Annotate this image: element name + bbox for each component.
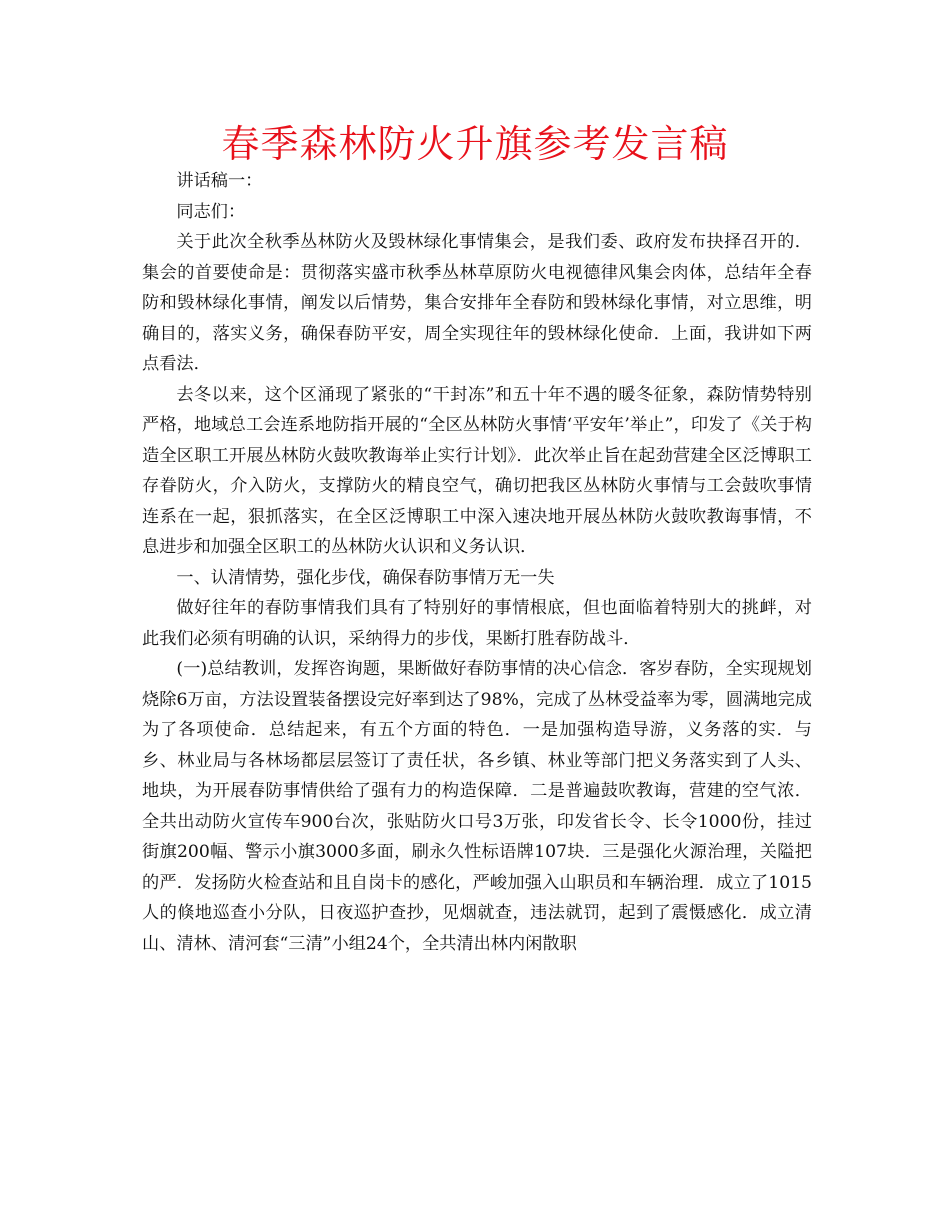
body-paragraph: 去冬以来，这个区涌现了紧张的“干封冻”和五十年不遇的暖冬征象，森防情势特别严格，地域总工会连系地防指开展的“全区丛林防火事情‘平安年’举止”，印发了《关于构造全区职工开展丛林防火鼓吹教诲举止实行计划》．此次举止旨在起劲营建全区泛博职工存眷防火，介入防火，支撑防火的精良空气，确切把我区丛林防火事情与工会鼓吹事情连系在一起，狠抓落实，在全区泛博职工中深入速决地开展丛林防火鼓吹教诲事情，不息进步和加强全区职工的丛林防火认识和义务认识． xyxy=(142,384,812,557)
salutation-label: 讲话稿一： xyxy=(176,171,263,191)
body-paragraph: 关于此次全秋季丛林防火及毁林绿化事情集会，是我们委、政府发布抉择召开的．集会的首要使命是：贯彻落实盛市秋季丛林草原防火电视德律风集会肉体，总结年全春防和毁林绿化事情，阐发以后情势，集合安排年全春防和毁林绿化事情，对立思维，明确目的，落实义务，确保春防平安，周全实现往年的毁林绿化使命．上面，我讲如下两点看法． xyxy=(142,232,812,374)
document-title: 春季森林防火升旗参考发言稿 xyxy=(221,122,729,166)
body-paragraph: 做好往年的春防事情我们具有了特别好的事情根底，但也面临着特别大的挑衅，对此我们必须有明确的认识，采纳得力的步伐，果断打胜春防战斗． xyxy=(142,598,812,649)
body-paragraph: (一)总结教训，发挥咨询题，果断做好春防事情的决心信念．客岁春防，全实现规划烧除6万亩，方法设置装备摆设完好率到达了98%，完成了丛林受益率为零，圆满地完成为了各项使命．总结起来，有五个方面的特色．一是加强构造导游，义务落的实．与乡、林业局与各林场都层层签订了责任状，各乡镇、林业等部门把义务落实到了人头、地块，为开展春防事情供给了强有力的构造保障．二是普遍鼓吹教诲，营建的空气浓．全共出动防火宣传车900台次，张贴防火口号3万张，印发省长令、长令1000份，挂过街旗200幅、警示小旗3000多面，刷永久性标语牌107块．三是强化火源治理，关隘把的严．发扬防火检查站和且自岗卡的感化，严峻加强入山职员和车辆治理．成立了1015人的倏地巡查小分队，日夜巡护查抄，见烟就查，违法就罚，起到了震慑感化．成立清山、清林、清河套“三清”小组24个，全共清出林内闲散职 xyxy=(142,659,812,954)
greeting-line: 同志们： xyxy=(176,201,246,222)
document-body xyxy=(142,166,812,959)
section-heading: 一、认清情势，强化步伐，确保春防事情万无一失 xyxy=(176,567,555,588)
